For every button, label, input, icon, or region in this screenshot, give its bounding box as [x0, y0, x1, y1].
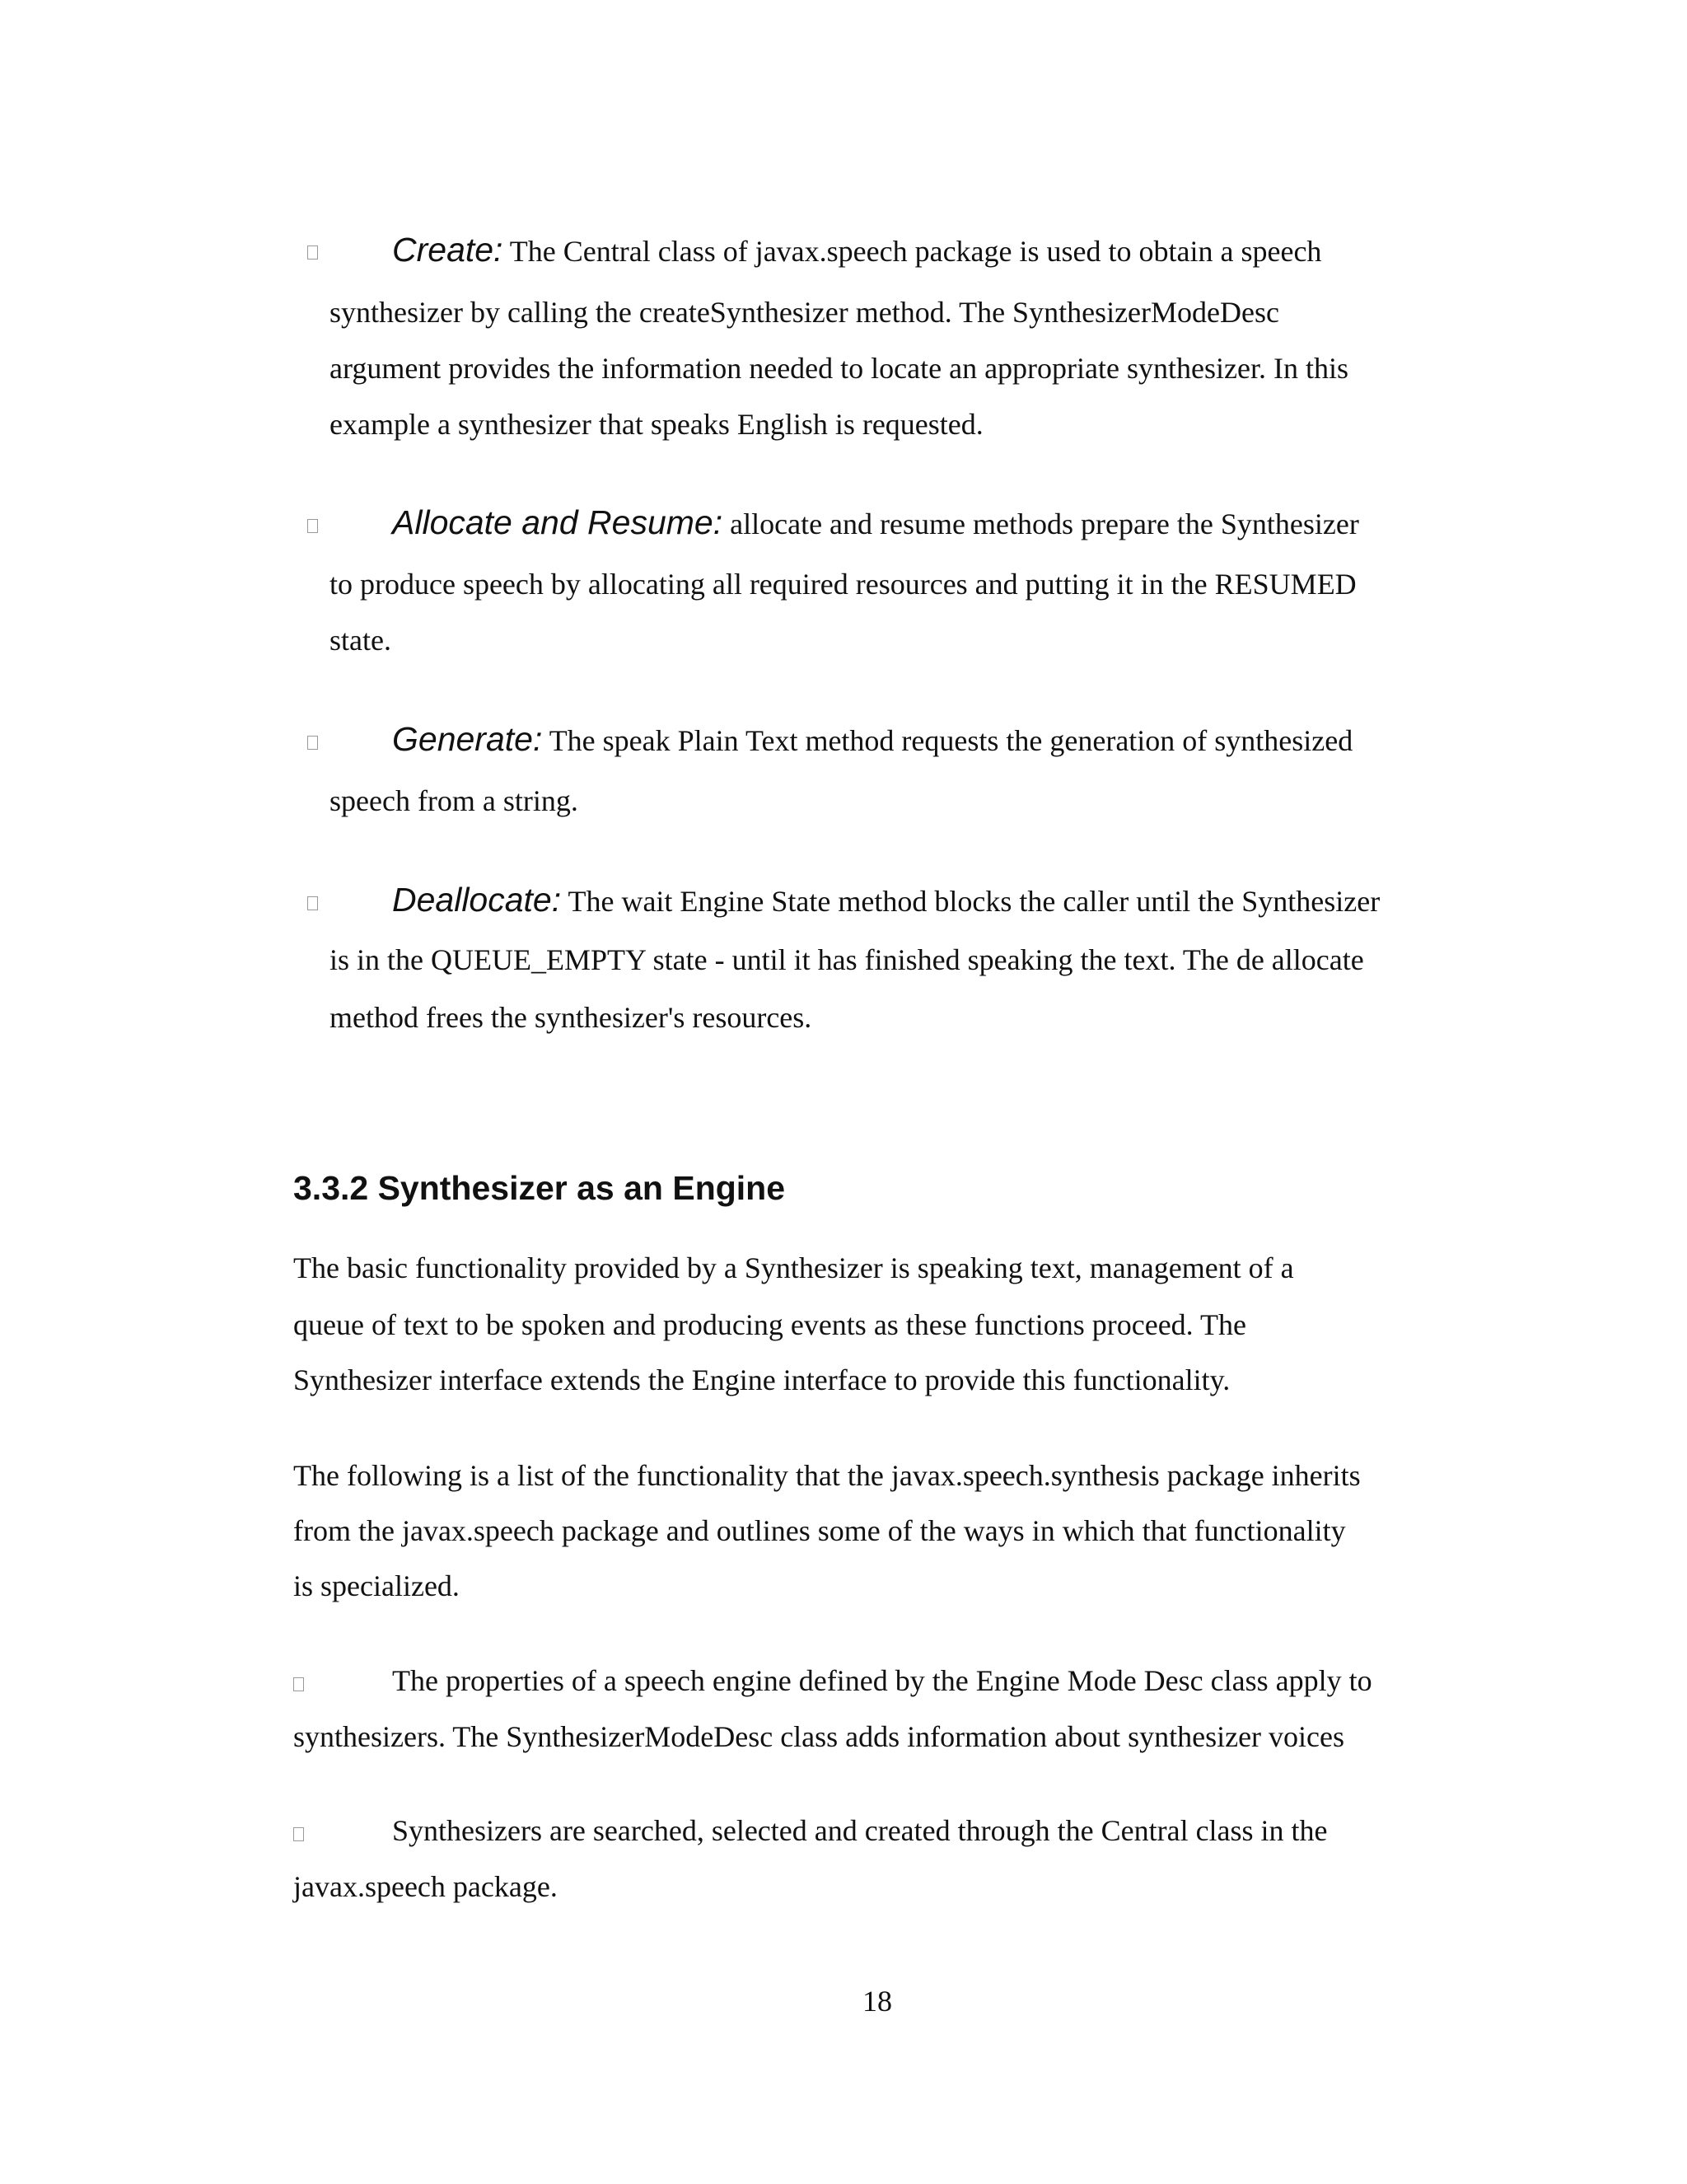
paragraph-1-line-1: The basic functionality provided by a Synthesizer is speaking text, management of a [293, 1251, 1294, 1284]
bullet-deallocate-line-3: method frees the synthesizer's resources. [329, 1001, 812, 1034]
bullet-glyph [307, 896, 318, 910]
bullet-allocate-line-2: to produce speech by allocating all required resources and putting it in the RESUMED [329, 568, 1357, 601]
term-generate: Generate: [392, 720, 543, 758]
bullet-create-line-2: synthesizer by calling the createSynthesizer method. The SynthesizerModeDesc [329, 296, 1279, 329]
page-number: 18 [862, 1985, 892, 2018]
bullet-generate-line-1: Generate: The speak Plain Text method requests the generation of synthesized [392, 720, 1353, 758]
bullet-deallocate-line-2: is in the QUEUE_EMPTY state - until it has finished speaking the text. The de allocate [329, 943, 1364, 976]
list-item-2-line-1: Synthesizers are searched, selected and created through the Central class in the [392, 1814, 1328, 1847]
bullet-glyph [307, 246, 318, 260]
bullet-create-line-4: example a synthesizer that speaks English is requested. [329, 408, 984, 441]
bullet-generate-line-2: speech from a string. [329, 784, 578, 817]
list-item-1-line-2: synthesizers. The SynthesizerModeDesc class adds information about synthesizer voices [293, 1720, 1345, 1753]
paragraph-1-line-2: queue of text to be spoken and producing events as these functions proceed. The [293, 1308, 1246, 1341]
paragraph-2-line-1: The following is a list of the functionality that the javax.speech.synthesis package inherits [293, 1459, 1361, 1492]
bullet-glyph [293, 1677, 304, 1691]
term-allocate-resume: Allocate and Resume: [392, 503, 723, 541]
bullet-create-line-3: argument provides the information needed to locate an appropriate synthesizer. In this [329, 352, 1348, 385]
term-deallocate: Deallocate: [392, 881, 562, 919]
term-create: Create: [392, 231, 503, 269]
paragraph-2-line-3: is specialized. [293, 1569, 460, 1602]
bullet-create-line-1: Create: The Central class of javax.speech package is used to obtain a speech [392, 231, 1322, 269]
list-item-2-line-2: javax.speech package. [293, 1870, 558, 1903]
list-item-1-line-1: The properties of a speech engine defined by the Engine Mode Desc class apply to [392, 1664, 1372, 1697]
bullet-glyph [307, 519, 318, 533]
bullet-deallocate-line-1: Deallocate: The wait Engine State method blocks the caller until the Synthesizer [392, 881, 1381, 919]
paragraph-1-line-3: Synthesizer interface extends the Engine interface to provide this functionality. [293, 1363, 1231, 1396]
bullet-allocate-line-1: Allocate and Resume: allocate and resume methods prepare the Synthesizer [392, 503, 1359, 541]
section-heading: 3.3.2 Synthesizer as an Engine [293, 1169, 786, 1207]
bullet-allocate-line-3: state. [329, 624, 391, 657]
bullet-glyph [293, 1827, 304, 1841]
bullet-glyph [307, 736, 318, 750]
paragraph-2-line-2: from the javax.speech package and outlines some of the ways in which that functionality [293, 1514, 1346, 1547]
